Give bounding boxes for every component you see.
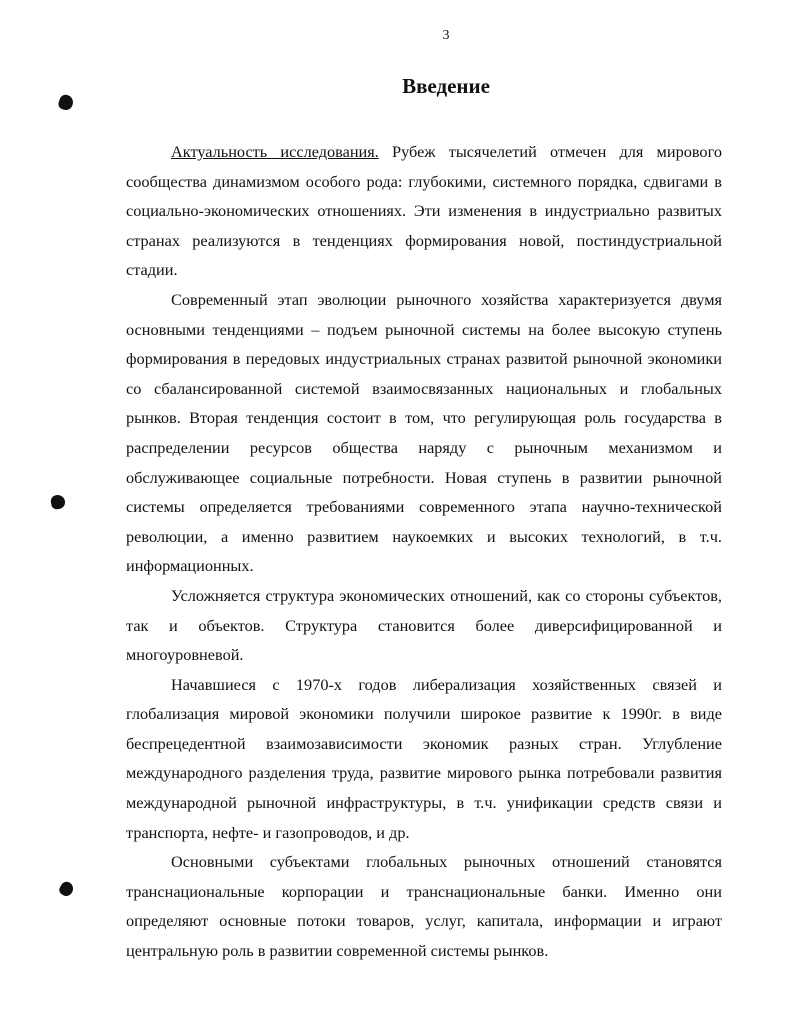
paragraph-structure <box>126 581 722 670</box>
paragraph-text: Усложняется структура экономических отношений, как со стороны субъектов, так и объектов. Структура становится более диверсифицированной и многоуровневой. <box>126 585 722 665</box>
paragraph-market-evolution <box>126 285 722 581</box>
paragraph-text: Начавшиеся с 1970-х годов либерализация хозяйственных связей и глобализация мировой экономики получили широкое развитие к 1990г. в виде беспрецедентной взаимозависимости экономик разных стран. Углубление международного разделения труда, развитие мирового рынка потребовали развития международной рыночной инфраструктуры, в т.ч. унификации средств связи и транспорта, нефте- и газопроводов, и др. <box>126 674 722 842</box>
paragraph-relevance <box>126 137 722 285</box>
paragraph-globalization <box>126 670 722 848</box>
paragraph-lead-heading: Актуальность исследования. <box>171 142 379 161</box>
paragraph-text: Современный этап эволюции рыночного хозяйства характеризуется двумя основными тенденциями – подъем рыночной системы на более высокую ступень формирования в передовых индустриальных странах развитой рыночной экономики со сбалансированной системой взаимосвязанных национальных и глобальных рынков. Вторая тенденция состоит в том, что регулирующая роль государства в распределении ресурсов общества наряду с рыночным механизмом и обслуживающее социальные потребности. Новая ступень в развитии рыночной системы определяется требованиями современного этапа научно-технической революции, а именно развитием наукоемких и высоких технологий, в т.ч. информационных. <box>126 289 722 576</box>
document-body <box>126 137 722 966</box>
ink-blot-mark <box>50 494 66 510</box>
ink-blot-mark <box>57 880 75 899</box>
paragraph-tnc <box>126 847 722 965</box>
page-number: 3 <box>442 28 450 43</box>
page-title: Введение <box>402 74 490 98</box>
paragraph-text: Рубеж тысячелетий отмечен для мирового сообщества динамизмом особого рода: глубокими, системного порядка, сдвигами в социально-экономических отношениях. Эти изменения в индустриально развитых странах реализуются в тенденциях формирования новой, постиндустриальной стадии. <box>126 142 722 280</box>
paragraph-text: Основными субъектами глобальных рыночных отношений становятся транснациональные корпорации и транснациональные банки. Именно они определяют основные потоки товаров, услуг, капитала, информации и играют центральную роль в развитии современной системы рынков. <box>126 852 722 961</box>
